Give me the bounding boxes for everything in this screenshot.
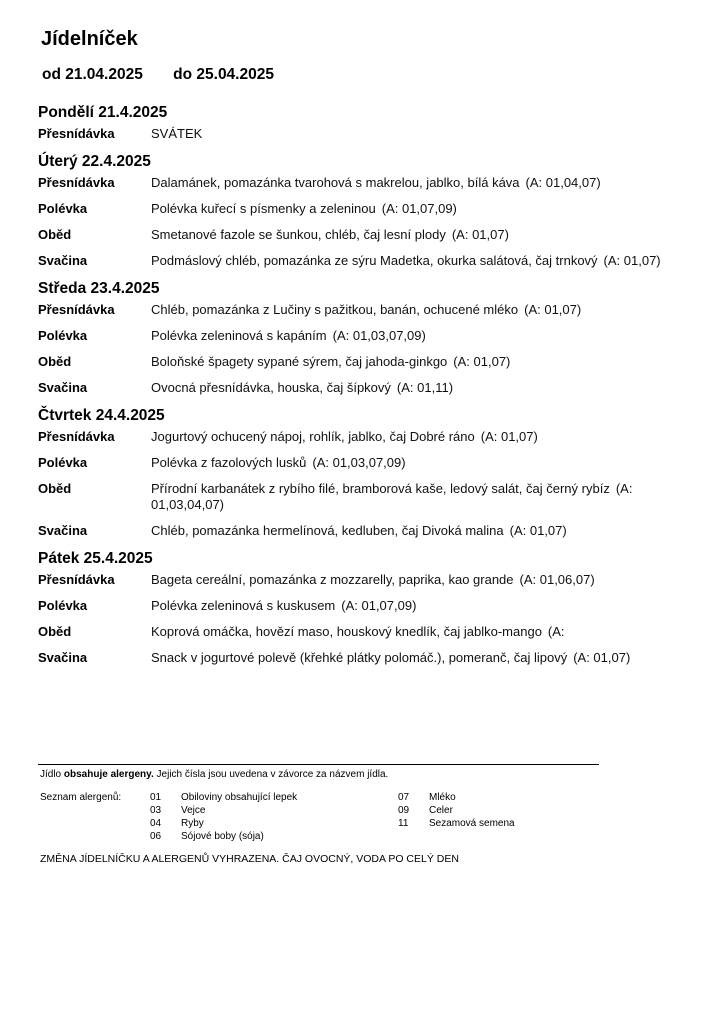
meal-text — [151, 126, 678, 142]
meal-allergens: (A: 01,07) — [524, 302, 582, 317]
meal-dish: Snack v jogurtové polevě (křehké plátky polomáč.), pomeranč, čaj lipový — [151, 650, 568, 665]
allergen-code: 01 — [150, 792, 162, 803]
allergen-name: Vejce — [181, 805, 206, 816]
meal-row — [38, 302, 678, 318]
page-title: Jídelníček — [41, 28, 138, 50]
meal-dish: Polévka kuřecí s písmenky a zeleninou — [151, 201, 376, 216]
meal-row — [38, 175, 678, 191]
meal-dish: Dalamánek, pomazánka tvarohová s makrelou, jablko, bílá káva — [151, 175, 520, 190]
meal-row — [38, 201, 678, 217]
meal-dish: Chléb, pomazánka hermelínová, kedluben, čaj Divoká malina — [151, 523, 504, 538]
day-title: Čtvrtek 24.4.2025 — [38, 407, 165, 424]
meal-row — [38, 624, 678, 640]
meal-text — [151, 253, 678, 269]
meal-dish: Polévka z fazolových lusků — [151, 455, 307, 470]
meal-label: Oběd — [38, 227, 72, 242]
day-title: Úterý 22.4.2025 — [38, 153, 151, 170]
meal-dish: Podmáslový chléb, pomazánka ze sýru Madetka, okurka salátová, čaj trnkový — [151, 253, 598, 268]
menu-days — [38, 103, 678, 676]
note-pre: Jídlo — [40, 769, 62, 780]
meal-text — [151, 624, 678, 640]
meal-row — [38, 572, 678, 588]
day-section — [38, 152, 678, 269]
allergen-name: Celer — [429, 805, 453, 816]
meal-dish: Polévka zeleninová s kuskusem — [151, 598, 336, 613]
meal-dish: Ovocná přesnídávka, houska, čaj šípkový — [151, 380, 391, 395]
divider — [38, 764, 599, 765]
meal-row — [38, 126, 678, 142]
meal-allergens: (A: — [547, 624, 565, 639]
from-label: od — [42, 66, 61, 83]
allergen-name: Sezamová semena — [429, 818, 515, 829]
meal-label: Svačina — [38, 380, 88, 395]
meal-text — [151, 429, 678, 445]
day-section — [38, 549, 678, 666]
meal-row — [38, 523, 678, 539]
meal-allergens: (A: 01,06,07) — [519, 572, 595, 587]
from-date: 21.04.2025 — [65, 66, 143, 83]
day-title: Pátek 25.4.2025 — [38, 550, 153, 567]
meal-text — [151, 328, 678, 344]
meal-label: Oběd — [38, 624, 72, 639]
allergen-note — [40, 768, 388, 781]
allergen-code: 07 — [398, 792, 410, 803]
allergen-name: Ryby — [181, 818, 204, 829]
allergen-name: Mléko — [429, 792, 456, 803]
meal-allergens: (A: 01,03,07,09) — [312, 455, 406, 470]
meal-text — [151, 227, 678, 243]
meal-allergens: (A: 01,11) — [396, 380, 454, 395]
day-section — [38, 406, 678, 539]
allergen-item — [150, 804, 297, 817]
meal-dish: Smetanové fazole se šunkou, chléb, čaj lesní plody — [151, 227, 446, 242]
meal-row — [38, 227, 678, 243]
meal-label: Přesnídávka — [38, 302, 115, 317]
meal-text — [151, 380, 678, 396]
meal-label: Svačina — [38, 650, 88, 665]
meal-text — [151, 175, 678, 191]
meal-dish: Jogurtový ochucený nápoj, rohlík, jablko, čaj Dobré ráno — [151, 429, 475, 444]
allergen-code: 03 — [150, 805, 162, 816]
meal-text — [151, 523, 678, 539]
meal-label: Oběd — [38, 354, 72, 369]
allergen-item — [150, 830, 297, 843]
to-date: 25.04.2025 — [196, 66, 274, 83]
meal-label: Přesnídávka — [38, 572, 115, 587]
meal-allergens: (A: 01,07) — [603, 253, 661, 268]
meal-row — [38, 481, 678, 513]
meal-text — [151, 201, 678, 217]
meal-allergens: (A: 01,07) — [573, 650, 631, 665]
meal-text — [151, 302, 678, 318]
meal-label: Polévka — [38, 201, 88, 216]
allergen-code: 09 — [398, 805, 410, 816]
date-range — [42, 66, 274, 84]
allergen-code: 11 — [398, 818, 409, 829]
meal-text — [151, 650, 678, 666]
allergen-item — [398, 817, 515, 830]
day-title: Pondělí 21.4.2025 — [38, 104, 168, 121]
note-bold: obsahuje alergeny. — [63, 769, 154, 780]
meal-row — [38, 253, 678, 269]
meal-row — [38, 598, 678, 614]
meal-row — [38, 354, 678, 370]
meal-label: Svačina — [38, 523, 88, 538]
allergen-column-1 — [150, 791, 297, 843]
day-title: Středa 23.4.2025 — [38, 280, 160, 297]
meal-allergens: (A: 01,07) — [480, 429, 538, 444]
allergen-item — [398, 804, 515, 817]
meal-dish: Bageta cereální, pomazánka z mozzarelly, paprika, kao grande — [151, 572, 514, 587]
meal-text — [151, 598, 678, 614]
meal-label: Svačina — [38, 253, 88, 268]
allergen-name: Sójové boby (sója) — [181, 831, 264, 842]
allergen-item — [150, 791, 297, 804]
meal-label: Polévka — [38, 455, 88, 470]
meal-label: Polévka — [38, 598, 88, 613]
day-section — [38, 103, 678, 142]
meal-dish: Polévka zeleninová s kapáním — [151, 328, 327, 343]
meal-text — [151, 354, 678, 370]
meal-dish: Boloňské špagety sypané sýrem, čaj jahoda-ginkgo — [151, 354, 448, 369]
allergen-column-2 — [398, 791, 515, 830]
meal-text — [151, 481, 678, 513]
meal-allergens: (A: 01,03,04,07) — [151, 481, 633, 512]
meal-row — [38, 650, 678, 666]
meal-allergens: (A: 01,04,07) — [525, 175, 601, 190]
meal-row — [38, 328, 678, 344]
meal-allergens: (A: 01,07) — [509, 523, 567, 538]
note-post: Jejich čísla jsou uvedena v závorce za názvem jídla. — [156, 769, 389, 780]
allergen-item — [150, 817, 297, 830]
meal-dish: Chléb, pomazánka z Lučiny s pažitkou, banán, ochucené mléko — [151, 302, 519, 317]
allergen-item — [398, 791, 515, 804]
meal-row — [38, 380, 678, 396]
allergen-code: 06 — [150, 831, 162, 842]
meal-dish: Koprová omáčka, hovězí maso, houskový knedlík, čaj jablko-mango — [151, 624, 542, 639]
meal-text — [151, 455, 678, 471]
allergen-name: Obiloviny obsahující lepek — [181, 792, 298, 803]
meal-allergens: (A: 01,07) — [451, 227, 509, 242]
meal-text — [151, 572, 678, 588]
allergen-code: 04 — [150, 818, 162, 829]
meal-dish: SVÁTEK — [151, 126, 203, 141]
allergen-list-label: Seznam alergenů: — [40, 792, 122, 803]
day-section — [38, 279, 678, 396]
meal-row — [38, 455, 678, 471]
meal-dish: Přírodní karbanátek z rybího filé, bramborová kaše, ledový salát, čaj černý rybíz — [151, 481, 610, 496]
meal-label: Přesnídávka — [38, 429, 115, 444]
to-label: do — [173, 66, 193, 83]
meal-allergens: (A: 01,03,07,09) — [332, 328, 426, 343]
meal-allergens: (A: 01,07) — [453, 354, 511, 369]
meal-row — [38, 429, 678, 445]
meal-allergens: (A: 01,07,09) — [341, 598, 417, 613]
meal-label: Přesnídávka — [38, 175, 115, 190]
meal-allergens: (A: 01,07,09) — [381, 201, 457, 216]
meal-label: Polévka — [38, 328, 88, 343]
meal-label: Oběd — [38, 481, 72, 496]
meal-label: Přesnídávka — [38, 126, 115, 141]
footer-note: ZMĚNA JÍDELNÍČKU A ALERGENŮ VYHRAZENA. ČAJ OVOCNÝ, VODA PO CELÝ DEN — [40, 853, 459, 865]
